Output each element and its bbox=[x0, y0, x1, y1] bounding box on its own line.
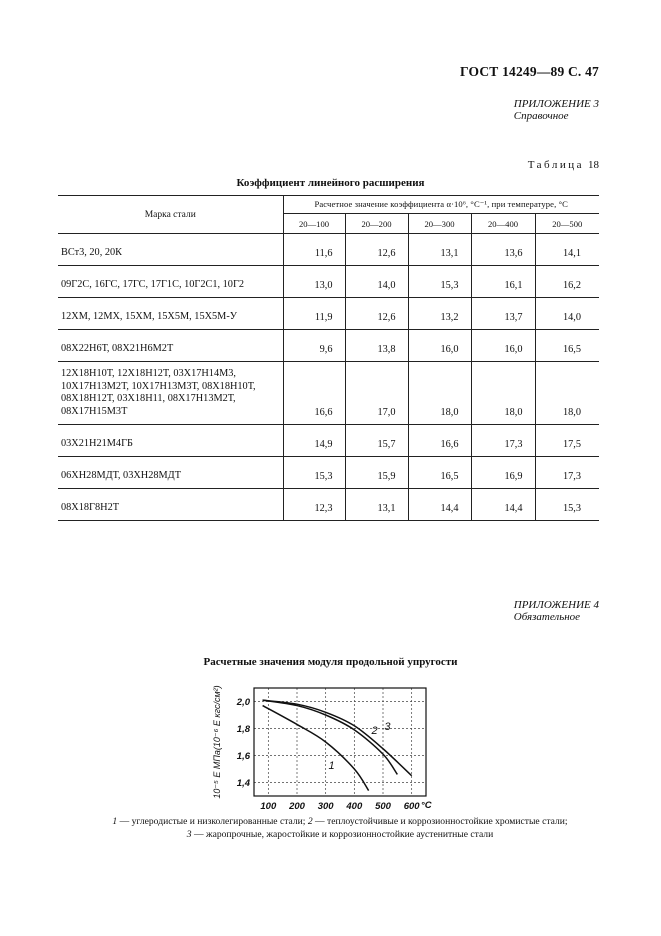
column-header-range: 20—200 bbox=[345, 214, 408, 234]
steel-grade-line: 12ХМ, 12МХ, 15ХМ, 15Х5М, 15Х5М-У bbox=[61, 310, 238, 322]
coefficient-value-cell: 16,0 bbox=[471, 330, 535, 362]
column-header-value: Расчетное значение коэффициента α·10⁶, °С⁻¹, при температуре, °С bbox=[283, 196, 599, 214]
x-tick-label: 200 bbox=[289, 801, 305, 812]
appendix-3-title: ПРИЛОЖЕНИЕ 3 bbox=[513, 98, 599, 110]
legend-text: — жаропрочные, жаростойкие и коррозионностойкие аустенитные стали bbox=[191, 828, 494, 840]
steel-grade-line: 08Х17Н15М3Т bbox=[61, 405, 128, 417]
curve-label: 2 bbox=[371, 724, 378, 737]
table-row bbox=[58, 330, 599, 362]
steel-grade-cell bbox=[58, 234, 283, 266]
coefficient-value-cell: 12,6 bbox=[345, 234, 408, 266]
coefficient-value-cell: 16,6 bbox=[283, 362, 345, 425]
legend-text: — теплоустойчивые и коррозионностойкие хромистые стали; bbox=[312, 816, 568, 827]
appendix-4-title: ПРИЛОЖЕНИЕ 4 bbox=[513, 599, 599, 611]
steel-grade-line: 09Г2С, 16ГС, 17ГС, 17Г1С, 10Г2С1, 10Г2 bbox=[61, 278, 245, 290]
coefficient-value-cell: 15,3 bbox=[535, 489, 599, 521]
coefficient-value-cell: 17,3 bbox=[535, 457, 599, 489]
coefficient-value-cell: 18,0 bbox=[471, 362, 535, 425]
appendix-3-heading bbox=[514, 98, 599, 122]
table-row bbox=[58, 234, 599, 266]
coefficient-value-cell: 16,5 bbox=[408, 457, 471, 489]
table-row bbox=[58, 298, 599, 330]
coefficient-value-cell: 16,9 bbox=[471, 457, 535, 489]
coefficient-value-cell: 13,6 bbox=[471, 234, 535, 266]
legend-text: — углеродистые и низколегированные стали; bbox=[117, 816, 308, 827]
table-row bbox=[58, 457, 599, 489]
coefficient-value-cell: 15,3 bbox=[408, 266, 471, 298]
coefficient-value-cell: 13,1 bbox=[408, 234, 471, 266]
x-tick-label: 400 bbox=[346, 801, 363, 812]
series-line-1 bbox=[263, 706, 369, 791]
x-tick-label: 100 bbox=[260, 801, 277, 812]
coefficient-value-cell: 14,1 bbox=[535, 234, 599, 266]
legend-number: 2 bbox=[307, 816, 313, 827]
coefficient-value-cell: 15,3 bbox=[283, 457, 345, 489]
column-header-range: 20—100 bbox=[283, 214, 345, 234]
steel-grade-cell bbox=[58, 266, 283, 298]
coefficient-value-cell: 13,7 bbox=[471, 298, 535, 330]
column-header-range: 20—500 bbox=[535, 214, 599, 234]
coefficient-value-cell: 17,5 bbox=[535, 425, 599, 457]
coefficient-value-cell: 12,6 bbox=[345, 298, 408, 330]
curve-label: 3 bbox=[384, 720, 391, 733]
coefficient-value-cell: 15,9 bbox=[345, 457, 408, 489]
coefficient-value-cell: 13,2 bbox=[408, 298, 471, 330]
coefficient-value-cell: 14,0 bbox=[345, 266, 408, 298]
appendix-3-subtitle: Справочное bbox=[513, 110, 569, 122]
legend-number: 1 bbox=[112, 816, 118, 827]
table-number bbox=[528, 159, 599, 171]
coefficient-value-cell: 18,0 bbox=[535, 362, 599, 425]
y-tick-label: 1,6 bbox=[236, 751, 250, 762]
steel-grade-line: ВСт3, 20, 20К bbox=[61, 246, 123, 258]
coefficient-value-cell: 14,0 bbox=[535, 298, 599, 330]
elasticity-modulus-chart bbox=[208, 680, 448, 812]
x-tick-label: 600 bbox=[403, 801, 420, 812]
appendix-4-subtitle: Обязательное bbox=[513, 611, 581, 623]
plot-frame bbox=[254, 688, 426, 796]
appendix-4-heading bbox=[514, 599, 599, 623]
expansion-coefficient-table bbox=[58, 195, 599, 521]
table-row bbox=[58, 266, 599, 298]
column-header-range: 20—300 bbox=[408, 214, 471, 234]
steel-grade-cell bbox=[58, 330, 283, 362]
coefficient-value-cell: 16,2 bbox=[535, 266, 599, 298]
x-tick-label: 300 bbox=[317, 801, 334, 812]
y-tick-label: 2,0 bbox=[236, 697, 250, 708]
y-axis-label: 10⁻⁵ Е МПа(10⁻⁶ Е кгс/см²) bbox=[212, 685, 222, 799]
table-row bbox=[58, 425, 599, 457]
steel-grade-cell bbox=[58, 298, 283, 330]
page-header: ГОСТ 14249—89 С. 47 bbox=[460, 64, 599, 79]
table-title: Коэффициент линейного расширения bbox=[236, 177, 425, 189]
series-line-3 bbox=[263, 700, 412, 776]
column-header-mark: Марка стали bbox=[58, 196, 283, 234]
steel-grade-line: 08Х18Г8Н2Т bbox=[61, 501, 120, 513]
steel-grade-cell bbox=[58, 457, 283, 489]
coefficient-value-cell: 13,0 bbox=[283, 266, 345, 298]
steel-grade-line: 12Х18Н10Т, 12Х18Н12Т, 03Х17Н14М3, bbox=[61, 368, 236, 379]
steel-grade-line: 10Х17Н13М2Т, 10Х17Н13М3Т, 08Х18Н10Т, bbox=[61, 380, 256, 392]
coefficient-value-cell: 9,6 bbox=[283, 330, 345, 362]
y-tick-label: 1,4 bbox=[236, 778, 250, 789]
steel-grade-line: 08Х18Н12Т, 03Х18Н11, 08Х17Н13М2Т, bbox=[61, 393, 236, 404]
coefficient-value-cell: 12,3 bbox=[283, 489, 345, 521]
coefficient-value-cell: 11,6 bbox=[283, 234, 345, 266]
coefficient-value-cell: 17,0 bbox=[345, 362, 408, 425]
steel-grade-line: 06ХН28МДТ, 03ХН28МДТ bbox=[61, 469, 181, 481]
table-number-value: 18 bbox=[588, 159, 599, 171]
coefficient-value-cell: 16,1 bbox=[471, 266, 535, 298]
coefficient-value-cell: 14,4 bbox=[408, 489, 471, 521]
x-unit-label: °С bbox=[420, 800, 432, 811]
curve-label: 1 bbox=[328, 760, 335, 772]
coefficient-value-cell: 13,1 bbox=[345, 489, 408, 521]
y-tick-label: 1,8 bbox=[236, 724, 250, 735]
x-tick-label: 500 bbox=[375, 801, 391, 812]
legend-number: 3 bbox=[186, 828, 192, 840]
coefficient-value-cell: 14,9 bbox=[283, 425, 345, 457]
steel-grade-cell bbox=[58, 489, 283, 521]
steel-grade-line: 08Х22Н6Т, 08Х21Н6М2Т bbox=[61, 342, 174, 354]
table-row bbox=[58, 489, 599, 521]
table-row bbox=[58, 362, 599, 425]
steel-grade-cell bbox=[58, 362, 283, 425]
coefficient-value-cell: 14,4 bbox=[471, 489, 535, 521]
coefficient-value-cell: 16,0 bbox=[408, 330, 471, 362]
coefficient-value-cell: 16,6 bbox=[408, 425, 471, 457]
table-number-label: Таблица bbox=[527, 159, 584, 171]
coefficient-value-cell: 13,8 bbox=[345, 330, 408, 362]
coefficient-value-cell: 15,7 bbox=[345, 425, 408, 457]
steel-grade-cell bbox=[58, 425, 283, 457]
column-header-range: 20—400 bbox=[471, 214, 535, 234]
coefficient-value-cell: 17,3 bbox=[471, 425, 535, 457]
coefficient-value-cell: 11,9 bbox=[283, 298, 345, 330]
coefficient-value-cell: 16,5 bbox=[535, 330, 599, 362]
chart-title: Расчетные значения модуля продольной упругости bbox=[203, 656, 458, 668]
chart-legend bbox=[80, 816, 600, 841]
steel-grade-line: 03Х21Н21М4ГБ bbox=[61, 437, 133, 449]
coefficient-value-cell: 18,0 bbox=[408, 362, 471, 425]
